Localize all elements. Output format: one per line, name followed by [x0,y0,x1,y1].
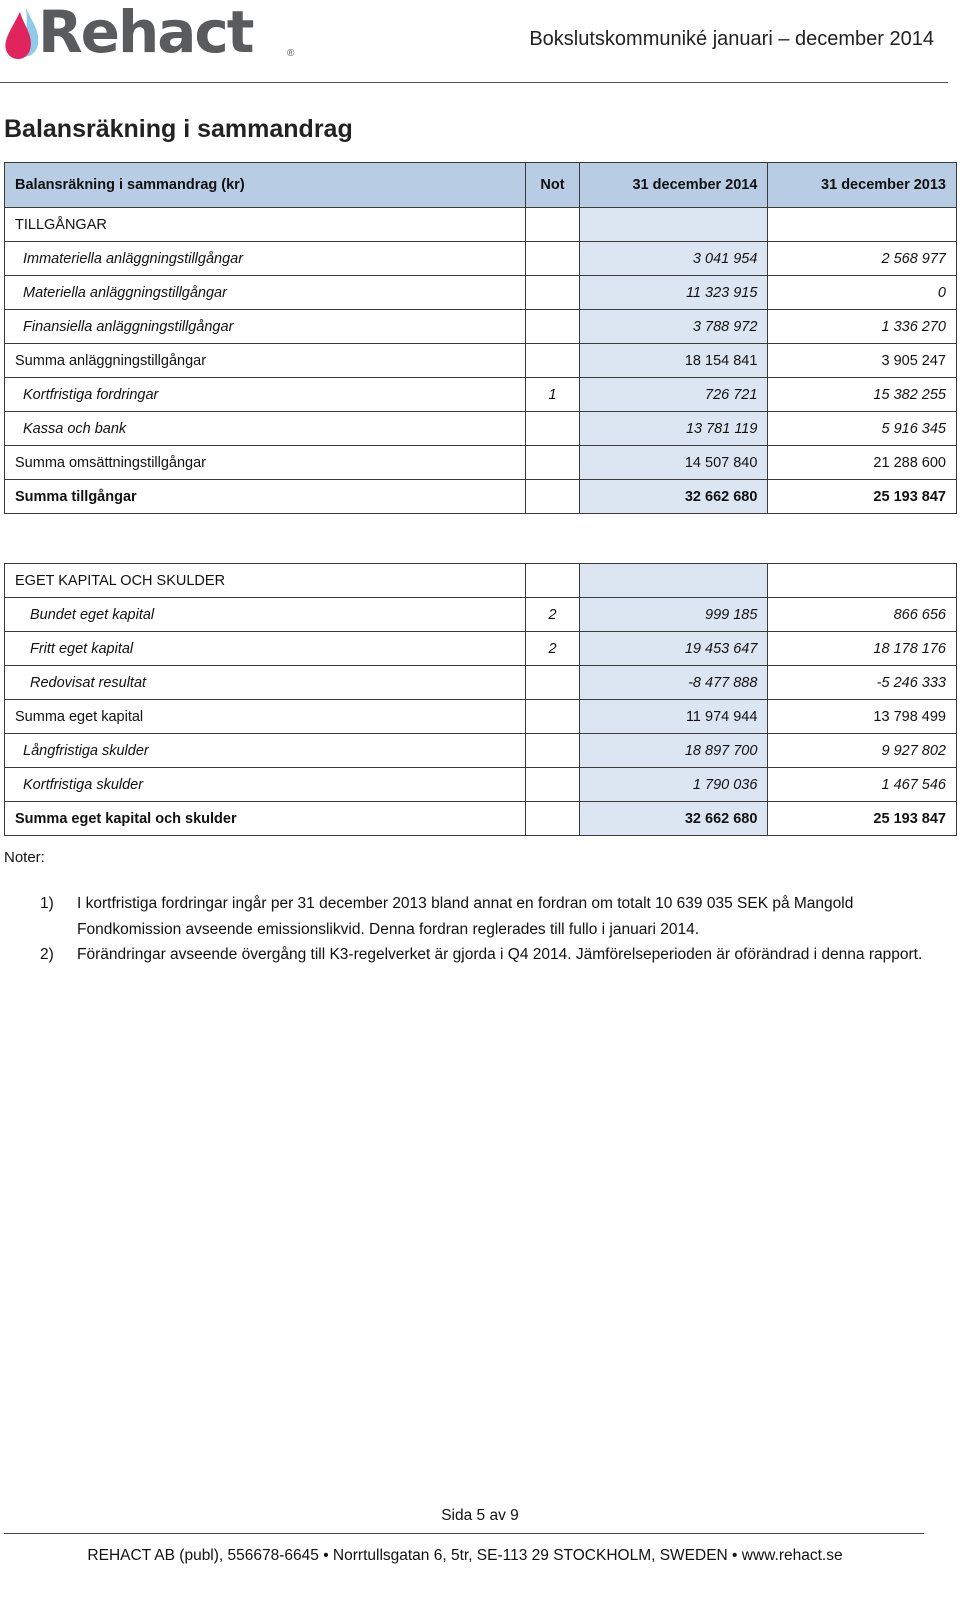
row-value-2013: 13 798 499 [768,700,957,734]
row-note [526,412,580,446]
table-row [5,734,957,768]
row-label: Materiella anläggningstillgångar [5,276,526,310]
row-note [526,802,580,836]
row-label: EGET KAPITAL OCH SKULDER [5,564,526,598]
note-number: 1) [40,895,54,912]
row-value-2014: 18 897 700 [579,734,768,768]
note-item [40,891,930,942]
row-note [526,446,580,480]
row-label: Bundet eget kapital [5,598,526,632]
row-value-2013: 18 178 176 [768,632,957,666]
table-row-total [5,480,957,514]
table-row [5,412,957,446]
table-row [5,344,957,378]
table-row [5,598,957,632]
row-value-2014: 3 788 972 [579,310,768,344]
table-row [5,700,957,734]
row-label: Immateriella anläggningstillgångar [5,242,526,276]
rehact-logo [4,0,304,66]
row-value-2013: 15 382 255 [768,378,957,412]
column-header-2013: 31 december 2013 [768,163,957,208]
row-value-2014: 32 662 680 [579,802,768,836]
row-label: Summa tillgångar [5,480,526,514]
row-note: 2 [526,598,580,632]
column-header-label: Balansräkning i sammandrag (kr) [5,163,526,208]
row-value-2013 [768,208,957,242]
table-row [5,564,957,598]
drop-logo-icon [4,6,40,66]
page-header [0,0,948,83]
row-value-2014: 32 662 680 [579,480,768,514]
row-value-2014: 3 041 954 [579,242,768,276]
column-header-note: Not [526,163,580,208]
row-value-2013: -5 246 333 [768,666,957,700]
row-value-2013: 25 193 847 [768,480,957,514]
note-number: 2) [40,946,54,963]
row-label: Summa omsättningstillgångar [5,446,526,480]
table-row [5,446,957,480]
row-note [526,564,580,598]
row-value-2014: 18 154 841 [579,344,768,378]
row-note [526,480,580,514]
row-value-2013: 3 905 247 [768,344,957,378]
row-label: Summa anläggningstillgångar [5,344,526,378]
row-value-2013: 9 927 802 [768,734,957,768]
row-value-2014: 13 781 119 [579,412,768,446]
note-text: Förändringar avseende övergång till K3-regelverket är gjorda i Q4 2014. Jämförelseperioden är oförändrad i denna rapport. [77,946,923,963]
table-row [5,632,957,666]
row-value-2013: 25 193 847 [768,802,957,836]
row-label: TILLGÅNGAR [5,208,526,242]
row-note [526,276,580,310]
row-value-2013: 866 656 [768,598,957,632]
table-row [5,666,957,700]
row-note [526,768,580,802]
row-note: 1 [526,378,580,412]
row-label: Kortfristiga skulder [5,768,526,802]
row-note [526,734,580,768]
row-value-2013: 2 568 977 [768,242,957,276]
table-row [5,208,957,242]
row-note: 2 [526,632,580,666]
column-header-2014: 31 december 2014 [579,163,768,208]
row-label: Kassa och bank [5,412,526,446]
row-note [526,344,580,378]
assets-table [4,162,957,514]
note-item [40,942,930,968]
row-note [526,310,580,344]
notes-heading: Noter: [4,849,45,866]
row-value-2013: 1 336 270 [768,310,957,344]
row-value-2014 [579,564,768,598]
row-value-2014 [579,208,768,242]
notes-list [40,891,930,968]
table-row [5,242,957,276]
table-row [5,276,957,310]
row-value-2014: 19 453 647 [579,632,768,666]
equity-liabilities-table [4,563,957,836]
page-title: Balansräkning i sammandrag [4,115,353,143]
table-row [5,768,957,802]
row-value-2014: 11 323 915 [579,276,768,310]
row-value-2014: 1 790 036 [579,768,768,802]
row-note [526,700,580,734]
row-label: Summa eget kapital [5,700,526,734]
row-label: Summa eget kapital och skulder [5,802,526,836]
footer-divider [4,1533,924,1534]
table-row-total [5,802,957,836]
row-value-2013 [768,564,957,598]
table-row [5,378,957,412]
row-value-2014: 999 185 [579,598,768,632]
footer-address: REHACT AB (publ), 556678-6645 • Norrtullsgatan 6, 5tr, SE-113 29 STOCKHOLM, SWEDEN • www.rehact.se [87,1547,843,1564]
row-label: Kortfristiga fordringar [5,378,526,412]
registered-mark: ® [287,48,295,59]
row-value-2013: 21 288 600 [768,446,957,480]
table-row [5,310,957,344]
table-header-row [5,163,957,208]
row-value-2013: 1 467 546 [768,768,957,802]
row-value-2013: 0 [768,276,957,310]
document-title: Bokslutskommuniké januari – december 2014 [529,28,934,50]
row-note [526,666,580,700]
row-note [526,242,580,276]
row-label: Långfristiga skulder [5,734,526,768]
row-label: Redovisat resultat [5,666,526,700]
row-label: Fritt eget kapital [5,632,526,666]
row-value-2013: 5 916 345 [768,412,957,446]
row-note [526,208,580,242]
row-value-2014: 726 721 [579,378,768,412]
page-number: Sida 5 av 9 [441,1507,519,1524]
note-text: I kortfristiga fordringar ingår per 31 december 2013 bland annat en fordran om totalt 10 639 035 SEK på Mangold Fondkomission avseende emissionslikvid. Denna fordran reglerades till fullo i januari 2014. [77,895,854,938]
row-value-2014: -8 477 888 [579,666,768,700]
row-value-2014: 11 974 944 [579,700,768,734]
logo-wordmark: Rehact [38,0,253,66]
row-value-2014: 14 507 840 [579,446,768,480]
row-label: Finansiella anläggningstillgångar [5,310,526,344]
